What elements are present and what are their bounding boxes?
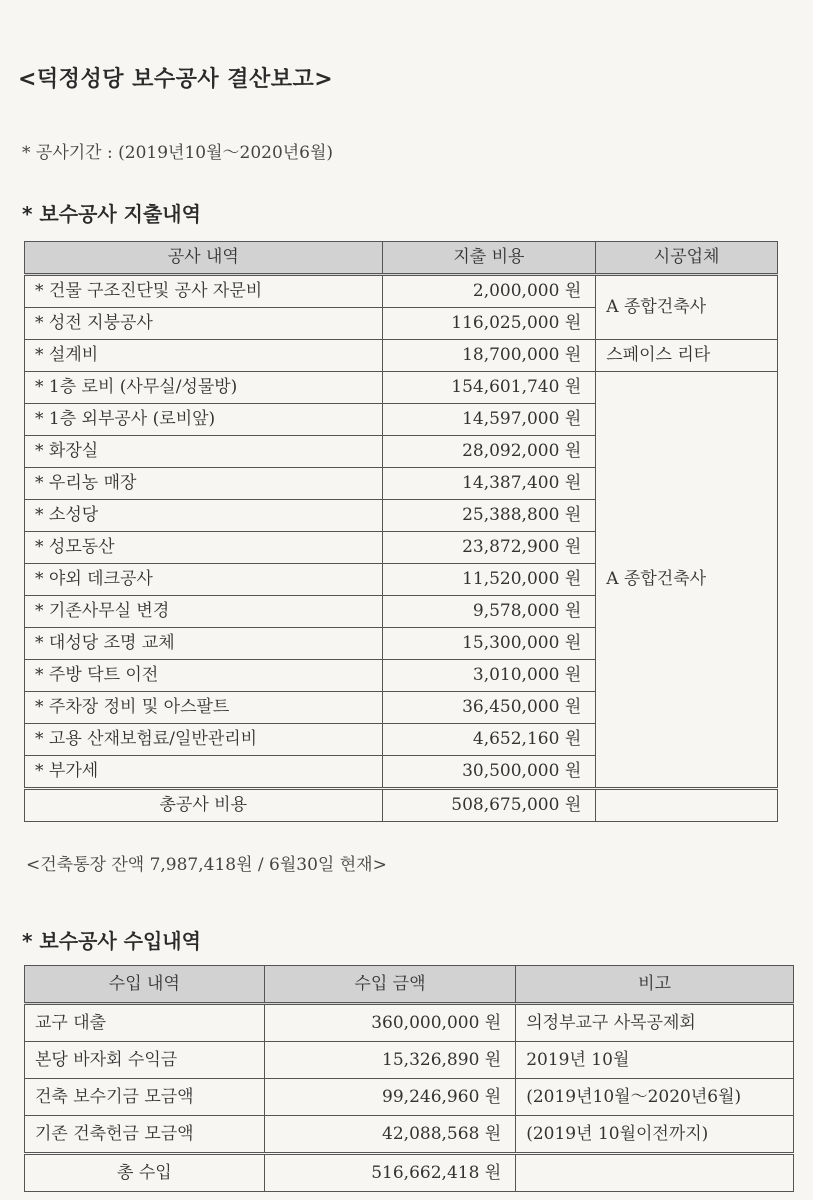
amount-cell: 30,500,000 원 <box>382 756 596 789</box>
col-header-income-item: 수입 내역 <box>25 966 265 1004</box>
expense-header-row <box>25 242 778 275</box>
amount-cell: 28,092,000 원 <box>382 436 596 468</box>
amount-cell: 11,520,000 원 <box>382 564 596 596</box>
income-item-cell: 교구 대출 <box>25 1004 265 1042</box>
income-total-amount: 516,662,418 원 <box>264 1154 516 1192</box>
amount-cell: 2,000,000 원 <box>382 275 596 308</box>
table-row <box>25 1042 794 1079</box>
income-amount-cell: 15,326,890 원 <box>264 1042 516 1079</box>
income-item-cell: 건축 보수기금 모금액 <box>25 1079 265 1116</box>
table-row <box>25 1116 794 1154</box>
income-amount-cell: 42,088,568 원 <box>264 1116 516 1154</box>
table-row <box>25 1004 794 1042</box>
item-cell: * 고용 산재보험료/일반관리비 <box>25 724 383 756</box>
total-vendor-empty <box>596 789 778 822</box>
table-row <box>25 275 778 308</box>
col-header-item: 공사 내역 <box>25 242 383 275</box>
item-cell: * 1층 외부공사 (로비앞) <box>25 404 383 436</box>
construction-period: * 공사기간 : (2019년10월～2020년6월) <box>22 143 334 163</box>
item-cell: * 성전 지붕공사 <box>25 308 383 340</box>
item-cell: * 주방 닥트 이전 <box>25 660 383 692</box>
income-item-cell: 기존 건축헌금 모금액 <box>25 1116 265 1154</box>
amount-cell: 15,300,000 원 <box>382 628 596 660</box>
income-item-cell: 본당 바자회 수익금 <box>25 1042 265 1079</box>
item-cell: * 성모동산 <box>25 532 383 564</box>
income-total-note-empty <box>516 1154 794 1192</box>
note-cell: 2019년 10월 <box>516 1042 794 1079</box>
col-header-note: 비고 <box>516 966 794 1004</box>
income-header-row <box>25 966 794 1004</box>
amount-cell: 14,387,400 원 <box>382 468 596 500</box>
item-cell: * 기존사무실 변경 <box>25 596 383 628</box>
amount-cell: 9,578,000 원 <box>382 596 596 628</box>
col-header-amount: 지출 비용 <box>382 242 596 275</box>
income-section-heading: * 보수공사 수입내역 <box>22 929 201 953</box>
income-amount-cell: 99,246,960 원 <box>264 1079 516 1116</box>
vendor-cell: 스페이스 리타 <box>596 340 778 372</box>
expense-section-heading: * 보수공사 지출내역 <box>22 202 201 226</box>
expense-table <box>24 241 778 822</box>
item-cell: * 부가세 <box>25 756 383 789</box>
item-cell: * 야외 데크공사 <box>25 564 383 596</box>
total-label: 총공사 비용 <box>25 789 383 822</box>
note-cell: 의정부교구 사목공제회 <box>516 1004 794 1042</box>
item-cell: * 건물 구조진단및 공사 자문비 <box>25 275 383 308</box>
amount-cell: 18,700,000 원 <box>382 340 596 372</box>
income-amount-cell: 360,000,000 원 <box>264 1004 516 1042</box>
item-cell: * 주차장 정비 및 아스팔트 <box>25 692 383 724</box>
vendor-cell: A 종합건축사 <box>596 275 778 340</box>
amount-cell: 23,872,900 원 <box>382 532 596 564</box>
income-total-row <box>25 1154 794 1192</box>
balance-note: <건축통장 잔액 7,987,418원 / 6월30일 현재> <box>26 855 387 875</box>
col-header-income-amount: 수입 금액 <box>264 966 516 1004</box>
item-cell: * 대성당 조명 교체 <box>25 628 383 660</box>
total-amount: 508,675,000 원 <box>382 789 596 822</box>
table-row <box>25 340 778 372</box>
table-row <box>25 372 778 404</box>
item-cell: * 1층 로비 (사무실/성물방) <box>25 372 383 404</box>
note-cell: (2019년10월～2020년6월) <box>516 1079 794 1116</box>
amount-cell: 3,010,000 원 <box>382 660 596 692</box>
income-total-label: 총 수입 <box>25 1154 265 1192</box>
amount-cell: 154,601,740 원 <box>382 372 596 404</box>
item-cell: * 화장실 <box>25 436 383 468</box>
item-cell: * 우리농 매장 <box>25 468 383 500</box>
amount-cell: 25,388,800 원 <box>382 500 596 532</box>
vendor-cell: A 종합건축사 <box>596 372 778 789</box>
item-cell: * 소성당 <box>25 500 383 532</box>
item-cell: * 설계비 <box>25 340 383 372</box>
amount-cell: 14,597,000 원 <box>382 404 596 436</box>
expense-total-row <box>25 789 778 822</box>
income-table <box>24 965 794 1192</box>
amount-cell: 116,025,000 원 <box>382 308 596 340</box>
note-cell: (2019년 10월이전까지) <box>516 1116 794 1154</box>
amount-cell: 36,450,000 원 <box>382 692 596 724</box>
report-title: <덕정성당 보수공사 결산보고> <box>18 67 334 92</box>
amount-cell: 4,652,160 원 <box>382 724 596 756</box>
table-row <box>25 1079 794 1116</box>
col-header-vendor: 시공업체 <box>596 242 778 275</box>
